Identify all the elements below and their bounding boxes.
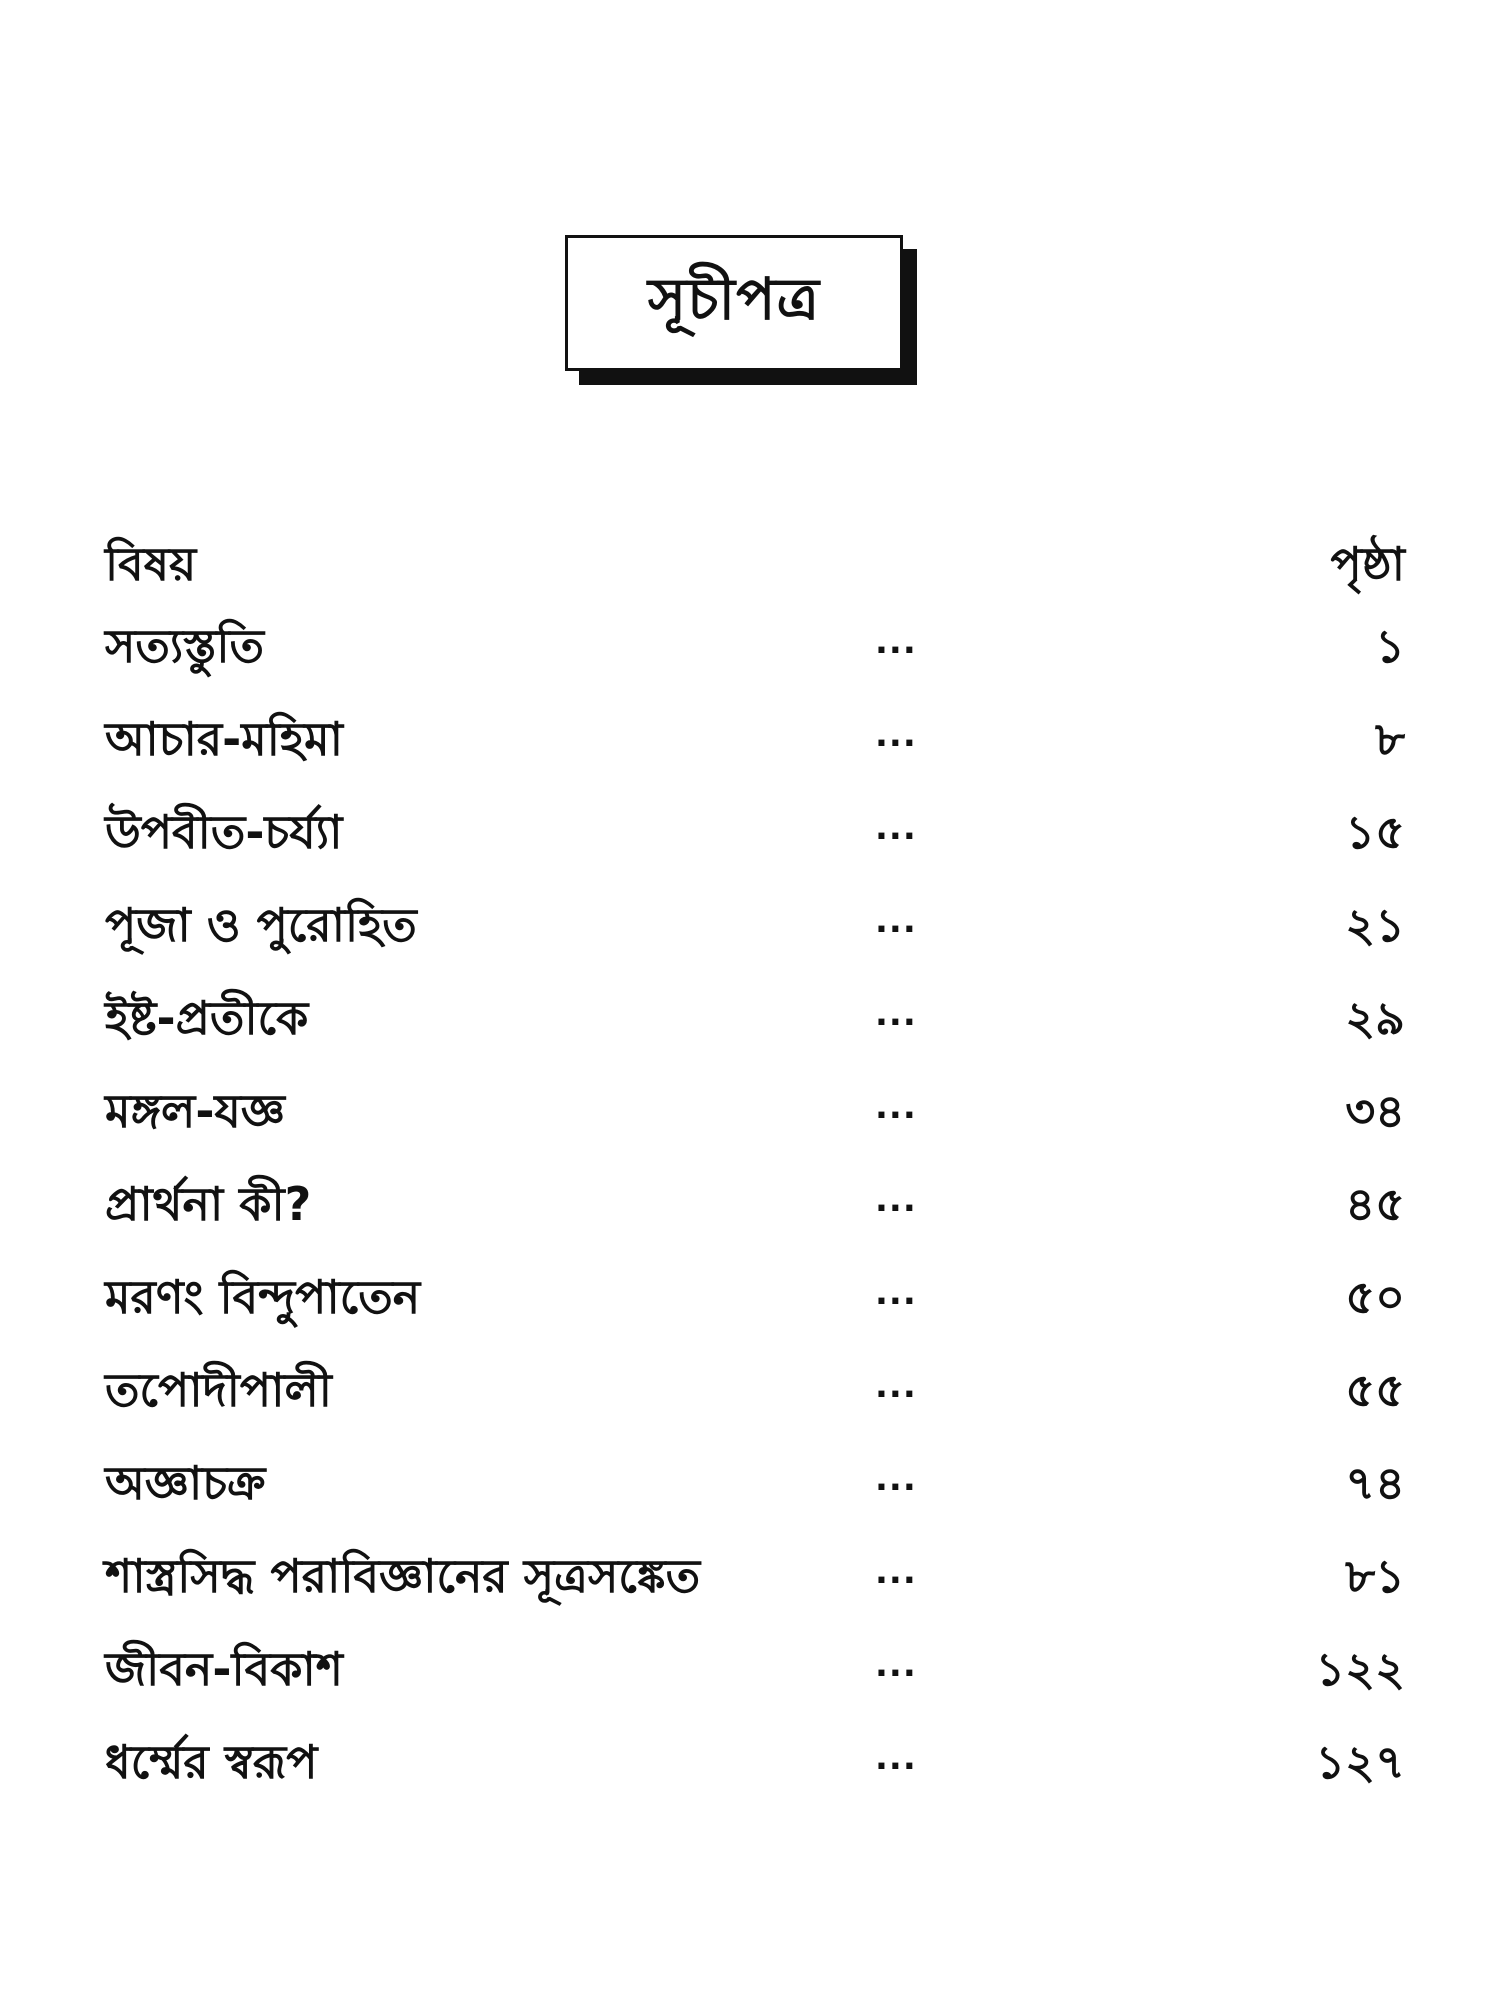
toc-entry-leader: ... [875,994,917,1034]
toc-entry-leader: ... [875,622,917,662]
table-of-contents [105,612,1405,1821]
toc-entry [105,1263,1405,1356]
title-box [565,235,903,371]
toc-entry-title: মরণং বিন্দুপাতেন [105,1270,421,1324]
toc-entry-title: শাস্ত্রসিদ্ধ পরাবিজ্ঞানের সূত্রসঙ্কেত [105,1549,701,1603]
toc-entry [105,891,1405,984]
toc-entry-page: ২১ [1345,898,1405,952]
toc-entry [105,705,1405,798]
page-title: সূচীপত্র [647,264,821,333]
toc-entry-page: ৫০ [1345,1270,1405,1324]
toc-entry-leader: ... [875,1366,917,1406]
toc-entry-page: ৭৪ [1345,1456,1405,1510]
toc-entry-leader: ... [875,715,917,755]
toc-entry-title: উপবীত-চর্য্যা [105,805,343,859]
toc-entry-title: সত্যস্তুতি [105,619,264,673]
toc-entry-page: ২৯ [1345,991,1405,1045]
toc-entry-page: ১২৭ [1315,1735,1405,1789]
toc-header [105,530,1405,600]
toc-entry [105,1635,1405,1728]
toc-entry-leader: ... [875,1738,917,1778]
subject-column-header: বিষয় [105,537,197,591]
toc-entry-leader: ... [875,1552,917,1592]
toc-entry-page: ১৫ [1345,805,1405,859]
toc-entry-title: ইষ্ট-প্রতীকে [105,991,309,1045]
toc-entry-leader: ... [875,1645,917,1685]
toc-entry [105,1542,1405,1635]
toc-entry-page: ১২২ [1315,1642,1405,1696]
toc-entry-title: ধর্ম্মের স্বরূপ [105,1735,318,1789]
title-frame [565,235,903,371]
toc-entry-page: ৪৫ [1345,1177,1405,1231]
toc-entry-page: ১ [1375,619,1405,673]
toc-entry-page: ৫৫ [1345,1363,1405,1417]
page-column-header: পৃষ্ঠা [1330,537,1405,591]
toc-entry-leader: ... [875,1180,917,1220]
toc-entry-title: অজ্ঞাচক্র [105,1456,266,1510]
toc-entry [105,984,1405,1077]
toc-entry [105,1449,1405,1542]
toc-entry-title: পূজা ও পুরোহিত [105,898,417,952]
toc-entry-title: আচার-মহিমা [105,712,343,766]
toc-entry [105,1356,1405,1449]
toc-entry [105,1728,1405,1821]
toc-entry-title: তপোদীপালী [105,1363,332,1417]
toc-entry-leader: ... [875,1273,917,1313]
toc-entry [105,1077,1405,1170]
toc-entry-title: প্রার্থনা কী? [105,1177,312,1231]
toc-entry [105,612,1405,705]
toc-entry-page: ৮১ [1345,1549,1405,1603]
toc-entry-leader: ... [875,1459,917,1499]
toc-entry [105,1170,1405,1263]
toc-entry [105,798,1405,891]
toc-entry-page: ৩৪ [1345,1084,1405,1138]
toc-entry-title: জীবন-বিকাশ [105,1642,343,1696]
toc-entry-leader: ... [875,808,917,848]
toc-entry-leader: ... [875,901,917,941]
toc-entry-leader: ... [875,1087,917,1127]
toc-entry-title: মঙ্গল-যজ্ঞ [105,1084,285,1138]
toc-entry-page: ৮ [1375,712,1405,766]
